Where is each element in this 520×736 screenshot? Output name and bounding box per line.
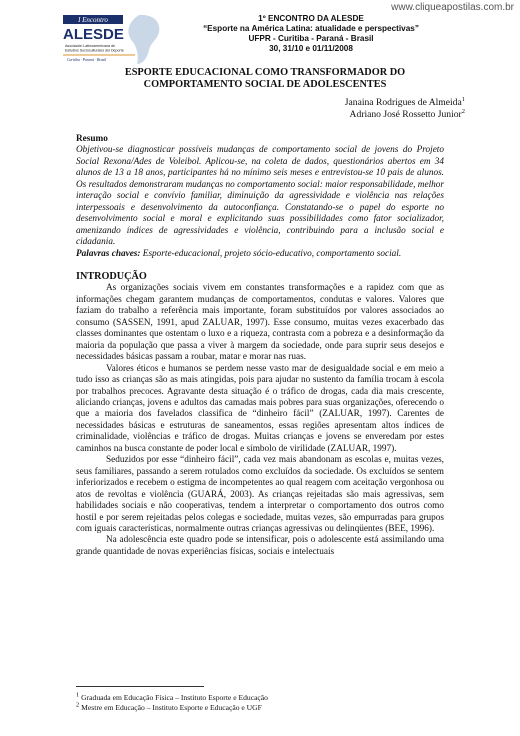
event-header xyxy=(180,14,442,54)
paper-title xyxy=(70,67,460,91)
author xyxy=(345,97,465,109)
logo-sub1: Asociación Latinoamericana de xyxy=(65,44,115,48)
section-heading-introducao: INTRODUÇÃO xyxy=(76,270,147,282)
event-line-3: UFPR - Curitiba - Paraná - Brasil xyxy=(248,34,374,43)
body-paragraph: Na adolescência este quadro pode se intensificar, pois o adolescente está assimilando uma grande quantidade de novas experiências físicas, sociais e intelectuais xyxy=(76,535,444,557)
abstract-heading: Resumo xyxy=(76,134,108,144)
footnote xyxy=(76,693,456,703)
title-line-2: COMPORTAMENTO SOCIAL DE ADOLESCENTES xyxy=(143,79,387,90)
author xyxy=(345,109,465,121)
author-footnote-mark: 1 xyxy=(461,95,465,103)
author-list xyxy=(345,97,465,120)
author-name: Janaina Rodrigues de Almeida xyxy=(344,97,462,108)
logo-sub2: Estudios Socioculturales del Deporte xyxy=(65,48,124,53)
paper-body xyxy=(76,134,444,558)
body-paragraph: Seduzidos por esse “dinheiro fácil”, cada vez mais abandonam as escolas e, muitas vezes, seus familiares, passando a serem rotulados como excluídos da sociedade. Os excluídos se sentem inferiorizados e recebem o estigma de incompetentes ao qual reagem com aceitação vergonhosa ou atos de revoltas e violência (GUARÁ, 2003). As crianças rejeitadas são mais agressivas, sem habilidades sociais e não cooperativas, tendem a interpretar o comportamento dos outros como hostil e por serem rejeitadas pelos colegas e sociedade, muitas vezes, são empurradas para grupos com iguais características, normalmente outras crianças agressivas ou delinqüentes (BEE, 1996). xyxy=(76,455,444,534)
keywords-label: Palavras chaves: xyxy=(76,248,141,259)
logo-band-text: I Encontro xyxy=(78,16,108,24)
logo-tagline: Curitiba · Paraná · Brasil xyxy=(67,58,107,62)
continent-shape xyxy=(128,15,159,64)
keywords-text: Esporte-educacional, projeto sócio-educativo, comportamento social. xyxy=(142,248,402,259)
body-paragraph: Valores éticos e humanos se perdem nesse vasto mar de desigualdade social e em meio a tudo isso as crianças são as mais atingidas, pois para ajudar no sustento da família trocam à escola por trabalhos precoces. Agravante desta situação é o tráfico de drogas, cada dia mais crescente, aliciando crianças, jovens e adultos das camadas mais pobres para suas organizações, oferecendo o que a maioria dos favelados classifica de “dinheiro fácil” (ZALUAR, 1997). Carentes de necessidades básicas e estruturas de saneamentos, essas regiões apresentam altos índices de criminalidade, violências e tráfico de drogas. Muitas crianças e jovens se enveredam por estes caminhos na busca constante de poder local e símbolo de virilidade (ZALUAR, 1997). xyxy=(76,363,444,454)
author-footnote-mark: 2 xyxy=(461,107,465,115)
alesde-logo xyxy=(57,12,169,66)
footnote xyxy=(76,703,456,713)
footnote-divider xyxy=(76,686,204,687)
abstract-text: Objetivou-se diagnosticar possíveis mudanças de comportamento social de jovens do Projeto Social Rexona/Ades de Voleibol. Aplicou-se, na coleta de dados, questionários abertos em 34 alunos de 13 a 18 anos, participantes há no mínimo seis meses e entrevistou-se 10 pais de alunos. Os resultados demonstraram mudanças no comportamento social: maior responsabilidade, melhor interação social e convívio familiar, diminuição da agressividade e violência nas relações interpessoais e desenvolvimento da autoconfiança. Constatando-se o papel do esporte no desenvolvimento social e moral e explicitando suas possibilidades como fator socializador, amenizando índices de agressividades e violência, contribuindo para a inclusão social e cidadania. xyxy=(76,145,444,248)
footnote-mark: 2 xyxy=(76,701,80,709)
footnote-mark: 1 xyxy=(76,691,80,699)
title-line-1: ESPORTE EDUCACIONAL COMO TRANSFORMADOR DO xyxy=(124,67,406,78)
author-name: Adriano José Rossetto Junior xyxy=(349,108,462,120)
event-line-4: 30, 31/10 e 01/11/2008 xyxy=(269,44,353,53)
logo-name: ALESDE xyxy=(63,26,124,43)
footnote-text: Mestre em Educação – Instituto Esporte e Educação e UGF xyxy=(81,703,262,712)
event-line-2: “Esporte na América Latina: atualidade e perspectivas” xyxy=(203,24,419,33)
event-line-1: 1º ENCONTRO DA ALESDE xyxy=(258,14,364,23)
body-paragraph: As organizações sociais vivem em constantes transformações e a rapidez com que as informações chegam garantem mudanças de comportamentos, condutas e valores. Valores que faziam do trabalho a referência mais importante, foram substituídos por valores associados ao consumo (SASSEN, 1991, apud ZALUAR, 1997). Esse consumo, muitas vezes exacerbado das classes dominantes que ostentam o luxo e a riqueza, contrasta com a pobreza e a desinformação da maioria da população que passa a viver à margem da sociedade, onde para suprir seus desejos e necessidades básicas passam a roubar, matar e morar nas ruas. xyxy=(76,283,444,363)
watermark: www.cliqueapostilas.com.br xyxy=(391,2,514,13)
footnote-text: Graduada em Educação Física – Instituto Esporte e Educação xyxy=(81,693,268,702)
keywords xyxy=(76,249,444,260)
